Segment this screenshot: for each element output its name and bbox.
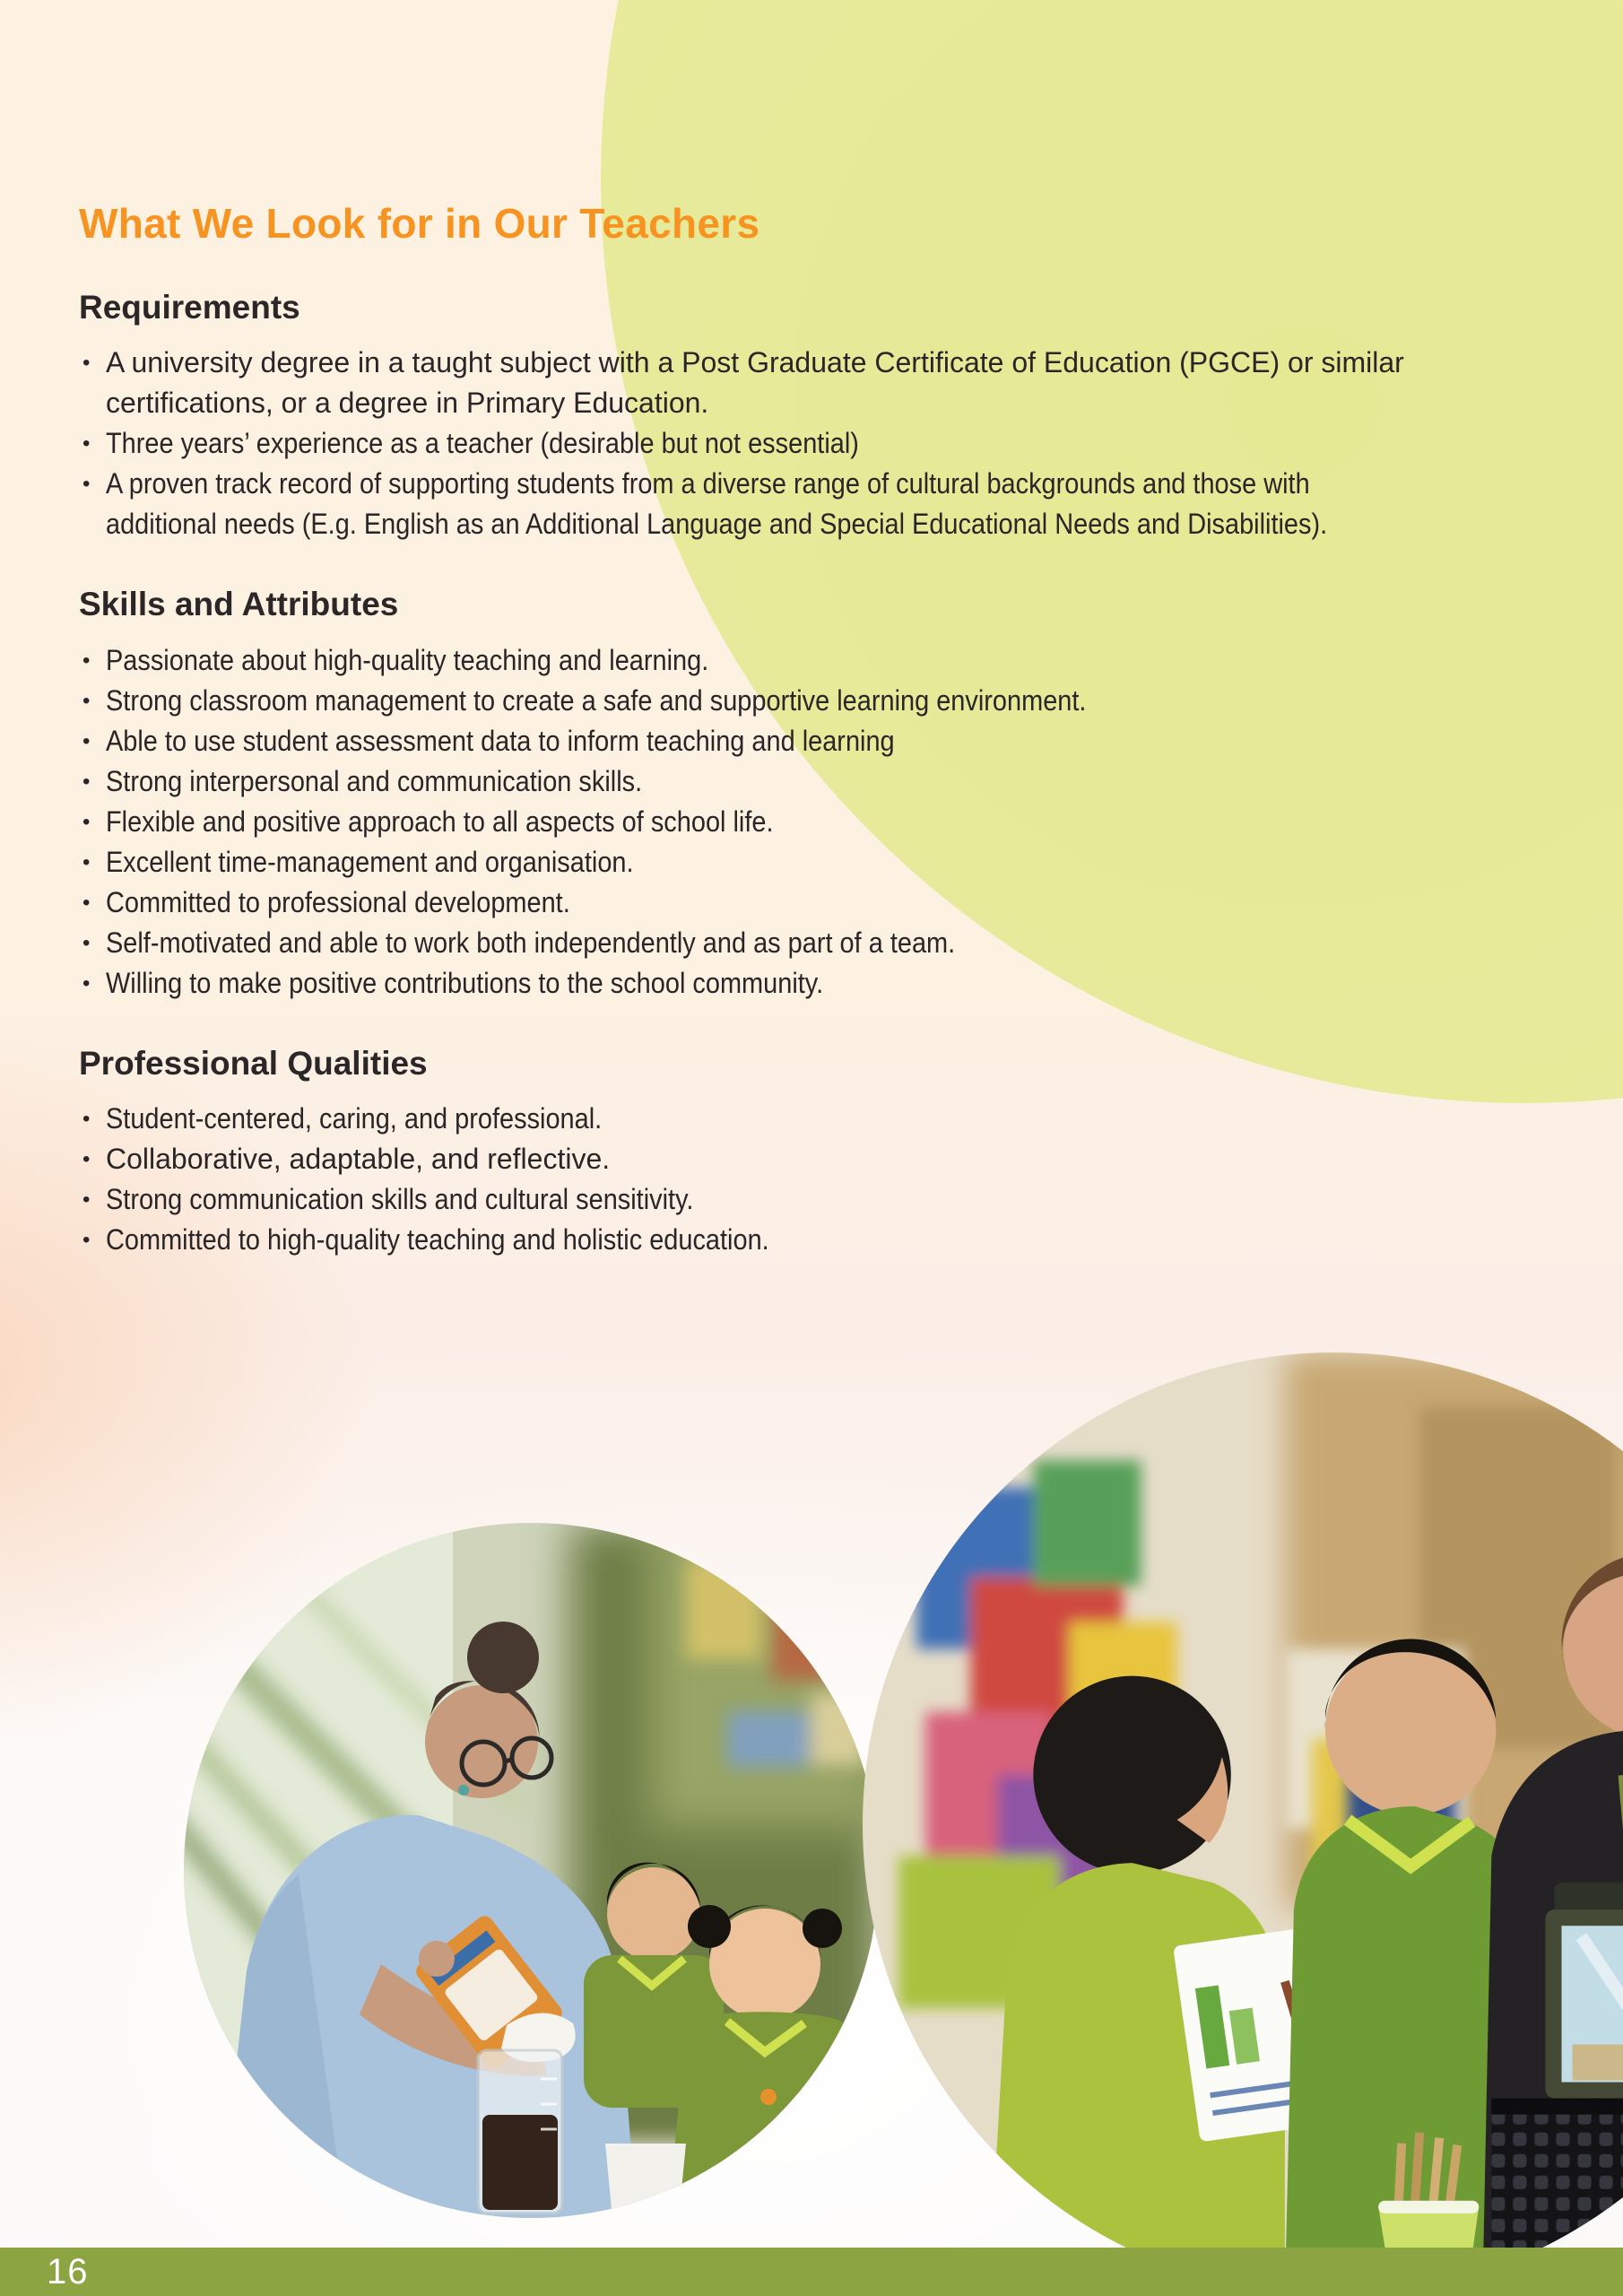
section-requirements xyxy=(79,289,1508,545)
page-content xyxy=(79,201,1508,1260)
list-item xyxy=(79,883,1508,923)
list-item xyxy=(79,681,1508,721)
bullet-text: Committed to professional development. xyxy=(106,885,570,918)
page-title: What We Look for in Our Teachers xyxy=(79,200,760,247)
list-item xyxy=(79,923,1508,963)
bullet-text: Passionate about high-quality teaching and learning. xyxy=(106,643,709,676)
list-item xyxy=(79,842,1508,883)
bullet-text: Willing to make positive contributions to the school community. xyxy=(106,966,824,999)
bullet-text: A proven track record of supporting students from a diverse range of cultural backgrounds and those with additional needs (E.g. English as an Additional Language and Special Educational Needs and Disabilities). xyxy=(106,467,1328,541)
bullet-text: Flexible and positive approach to all aspects of school life. xyxy=(106,804,774,838)
section-heading: Professional Qualities xyxy=(79,1044,428,1082)
bullet-text: Excellent time-management and organisation. xyxy=(106,845,634,878)
section-heading: Skills and Attributes xyxy=(79,586,399,623)
list-item xyxy=(79,1179,1508,1220)
bullet-text: A university degree in a taught subject with a Post Graduate Certificate of Education (PGCE) or similar certifications, or a degree in Primary Education. xyxy=(106,346,1404,420)
list-item xyxy=(79,464,1508,544)
footer-bar xyxy=(0,2248,1623,2296)
list-item xyxy=(79,640,1508,681)
list-item xyxy=(79,963,1508,1004)
bullet-text: Strong interpersonal and communication skills. xyxy=(106,764,643,797)
list-item xyxy=(79,761,1508,802)
bullet-text: Strong communication skills and cultural sensitivity. xyxy=(106,1183,694,1216)
list-item xyxy=(79,721,1508,761)
page-number: 16 xyxy=(47,2251,89,2292)
list-item xyxy=(79,802,1508,842)
list-item xyxy=(79,1139,1508,1179)
list-item xyxy=(79,1220,1508,1260)
bullet-text: Committed to high-quality teaching and holistic education. xyxy=(106,1223,769,1257)
bullet-text: Self-motivated and able to work both independently and as part of a team. xyxy=(106,926,956,959)
bullet-text: Able to use student assessment data to inform teaching and learning xyxy=(106,724,895,757)
bullet-text: Collaborative, adaptable, and reflective. xyxy=(106,1143,611,1176)
list-item xyxy=(79,423,1508,464)
section-heading: Requirements xyxy=(79,288,300,326)
photo-terrarium-lesson xyxy=(863,1352,1623,2296)
photo-science-activity xyxy=(184,1523,879,2218)
bullet-list xyxy=(79,343,1508,544)
bullet-text: Three years’ experience as a teacher (desirable but not essential) xyxy=(106,427,859,460)
bullet-list xyxy=(79,640,1508,1004)
list-item xyxy=(79,343,1508,423)
bullet-text: Student-centered, caring, and professional. xyxy=(106,1102,603,1135)
bullet-list xyxy=(79,1099,1508,1260)
section-skills-attributes xyxy=(79,586,1508,1004)
bullet-text: Strong classroom management to create a safe and supportive learning environment. xyxy=(106,683,1087,717)
list-item xyxy=(79,1099,1508,1139)
section-professional-qualities xyxy=(79,1045,1508,1261)
